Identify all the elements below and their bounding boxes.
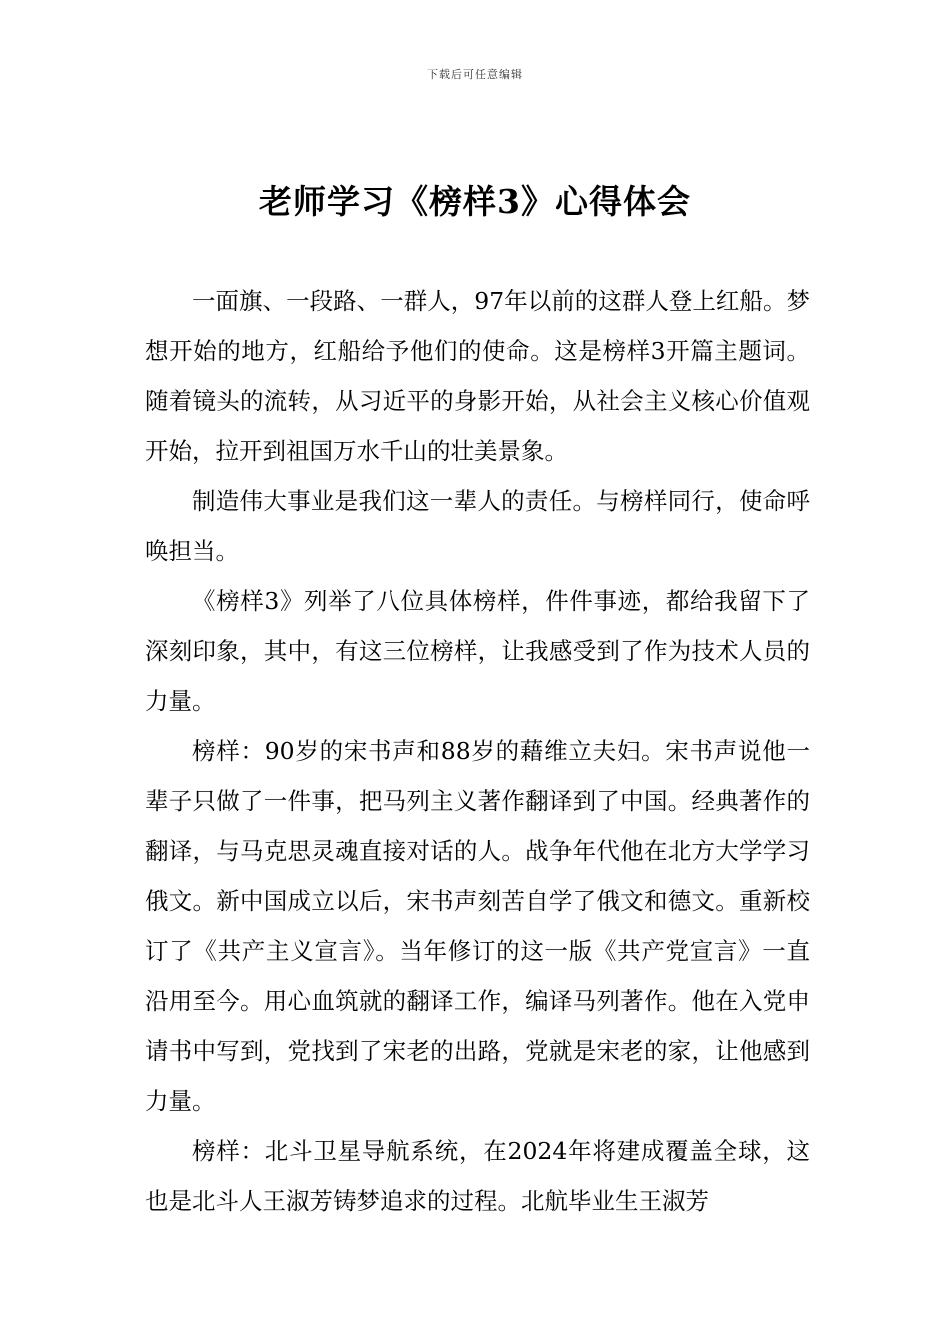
- paragraph: 一面旗、一段路、一群人，97年以前的这群人登上红船。梦想开始的地方，红船给予他们的使命。这是榜样3开篇主题词。随着镜头的流转，从习近平的身影开始，从社会主义核心价值观开始，拉开到祖国万水千山的壮美景象。: [145, 287, 810, 465]
- paragraph: 榜样：90岁的宋书声和88岁的藉维立夫妇。宋书声说他一辈子只做了一件事，把马列主义著作翻译到了中国。经典著作的翻译，与马克思灵魂直接对话的人。战争年代他在北方大学学习俄文。新中国成立以后，宋书声刻苦自学了俄文和德文。重新校订了《共产主义宣言》。当年修订的这一版《共产党宣言》一直沿用至今。用心血筑就的翻译工作，编译马列著作。他在入党申请书中写到，党找到了宋老的出路，党就是宋老的家，让他感到力量。: [145, 737, 810, 1115]
- document-title: 老师学习《榜样3》心得体会: [259, 182, 691, 221]
- document-body: [145, 276, 810, 1226]
- paragraph: 《榜样3》列举了八位具体榜样，件件事迹，都给我留下了深刻印象，其中，有这三位榜样，让我感受到了作为技术人员的力量。: [145, 587, 810, 715]
- paragraph: 制造伟大事业是我们这一辈人的责任。与榜样同行，使命呼唤担当。: [145, 487, 810, 565]
- header-note: 下载后可任意编辑: [427, 68, 523, 81]
- paragraph: 榜样：北斗卫星导航系统，在2024年将建成覆盖全球，这也是北斗人王淑芳铸梦追求的过程。北航毕业生王淑芳: [145, 1137, 810, 1215]
